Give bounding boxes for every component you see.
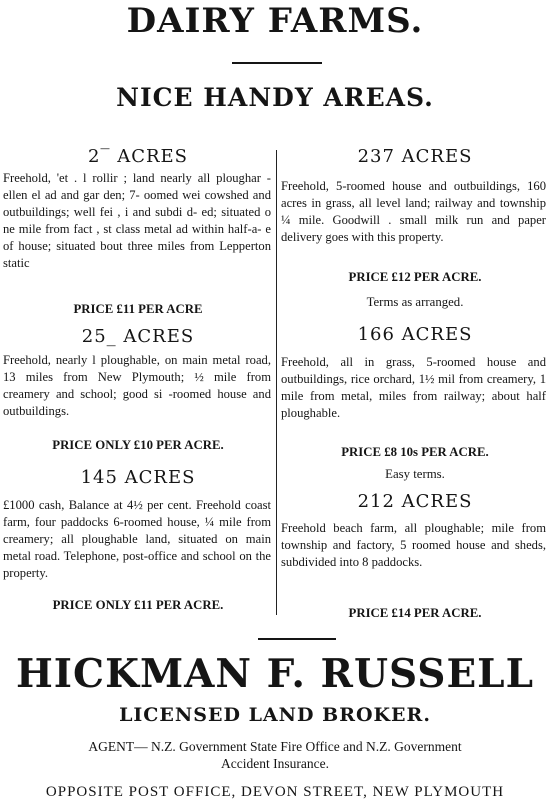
listing-3-price: PRICE ONLY £10 PER ACRE. (52, 438, 224, 452)
listing-2-description: Freehold, 5-roomed house and outbuildings, 160 acres in grass, all level land; railway and township ¼ mile. Goodwill . small milk run and paper delivery goes with this property. (281, 179, 546, 244)
listing-4-acres: 166 ACRES (357, 324, 473, 345)
footer-rule (258, 638, 336, 640)
listing-5-price: PRICE ONLY £11 PER ACRE. (52, 598, 224, 612)
listing-1-acres: 2‾ ACRES (88, 146, 188, 167)
listing-2-terms: Terms as arranged. (366, 295, 464, 309)
agent-role: LICENSED LAND BROKER. (119, 704, 431, 726)
listing-5-acres: 145 ACRES (80, 467, 196, 488)
agency-line-2: Accident Insurance. (221, 756, 329, 771)
listing-2-acres: 237 ACRES (357, 146, 473, 167)
subheadline: NICE HANDY AREAS. (116, 83, 434, 112)
agency-line-1: AGENT— N.Z. Government State Fire Office and N.Z. Government (88, 739, 462, 754)
listing-6-price: PRICE £14 PER ACRE. (348, 606, 482, 620)
title-rule (232, 62, 322, 64)
listing-5-description: £1000 cash, Balance at 4½ per cent. Freehold coast farm, four paddocks 6-roomed house, ¼ mile from creamery; all ploughable land, situated on main metal road. Telephone, post-office and school on the property. (3, 498, 271, 580)
listing-4-price: PRICE £8 10s PER ACRE. (341, 445, 489, 459)
listing-3-acres: 25_ ACRES (81, 326, 195, 347)
listing-1-description: Freehold, 'et . l rollir ; land nearly all ploughar - ellen el ad and gar den; 7- oomed wei cowshed and outbuildings; well fei , i and subdi d- ed; situated o ne mile from fact , st class metal ad within half-a- e of house; situated bout three miles from Lepperton static (3, 171, 271, 270)
listing-4-description: Freehold, all in grass, 5-roomed house and outbuildings, rice orchard, 1½ mil from creamery, 1 mile from metal, miles from railway; about half ploughable. (281, 355, 546, 420)
office-address: OPPOSITE POST OFFICE, DEVON STREET, NEW PLYMOUTH (45, 784, 505, 800)
listing-6-description: Freehold beach farm, all ploughable; mile from township and factory, 5 roomed house and sheds, subdivided into 8 paddocks. (281, 521, 546, 569)
agent-name: HICKMAN F. RUSSELL (15, 651, 535, 697)
listing-1-price: PRICE £11 PER ACRE (73, 302, 203, 316)
listing-3-description: Freehold, nearly l ploughable, on main metal road, 13 miles from New Plymouth; ½ mile from creamery and school; good si -roomed house and outbuildings. (3, 353, 271, 418)
headline: DAIRY FARMS. (126, 1, 424, 41)
listing-2-price: PRICE £12 PER ACRE. (348, 270, 482, 284)
listing-4-terms: Easy terms. (385, 467, 445, 481)
column-divider (276, 150, 277, 615)
listing-6-acres: 212 ACRES (357, 491, 473, 512)
